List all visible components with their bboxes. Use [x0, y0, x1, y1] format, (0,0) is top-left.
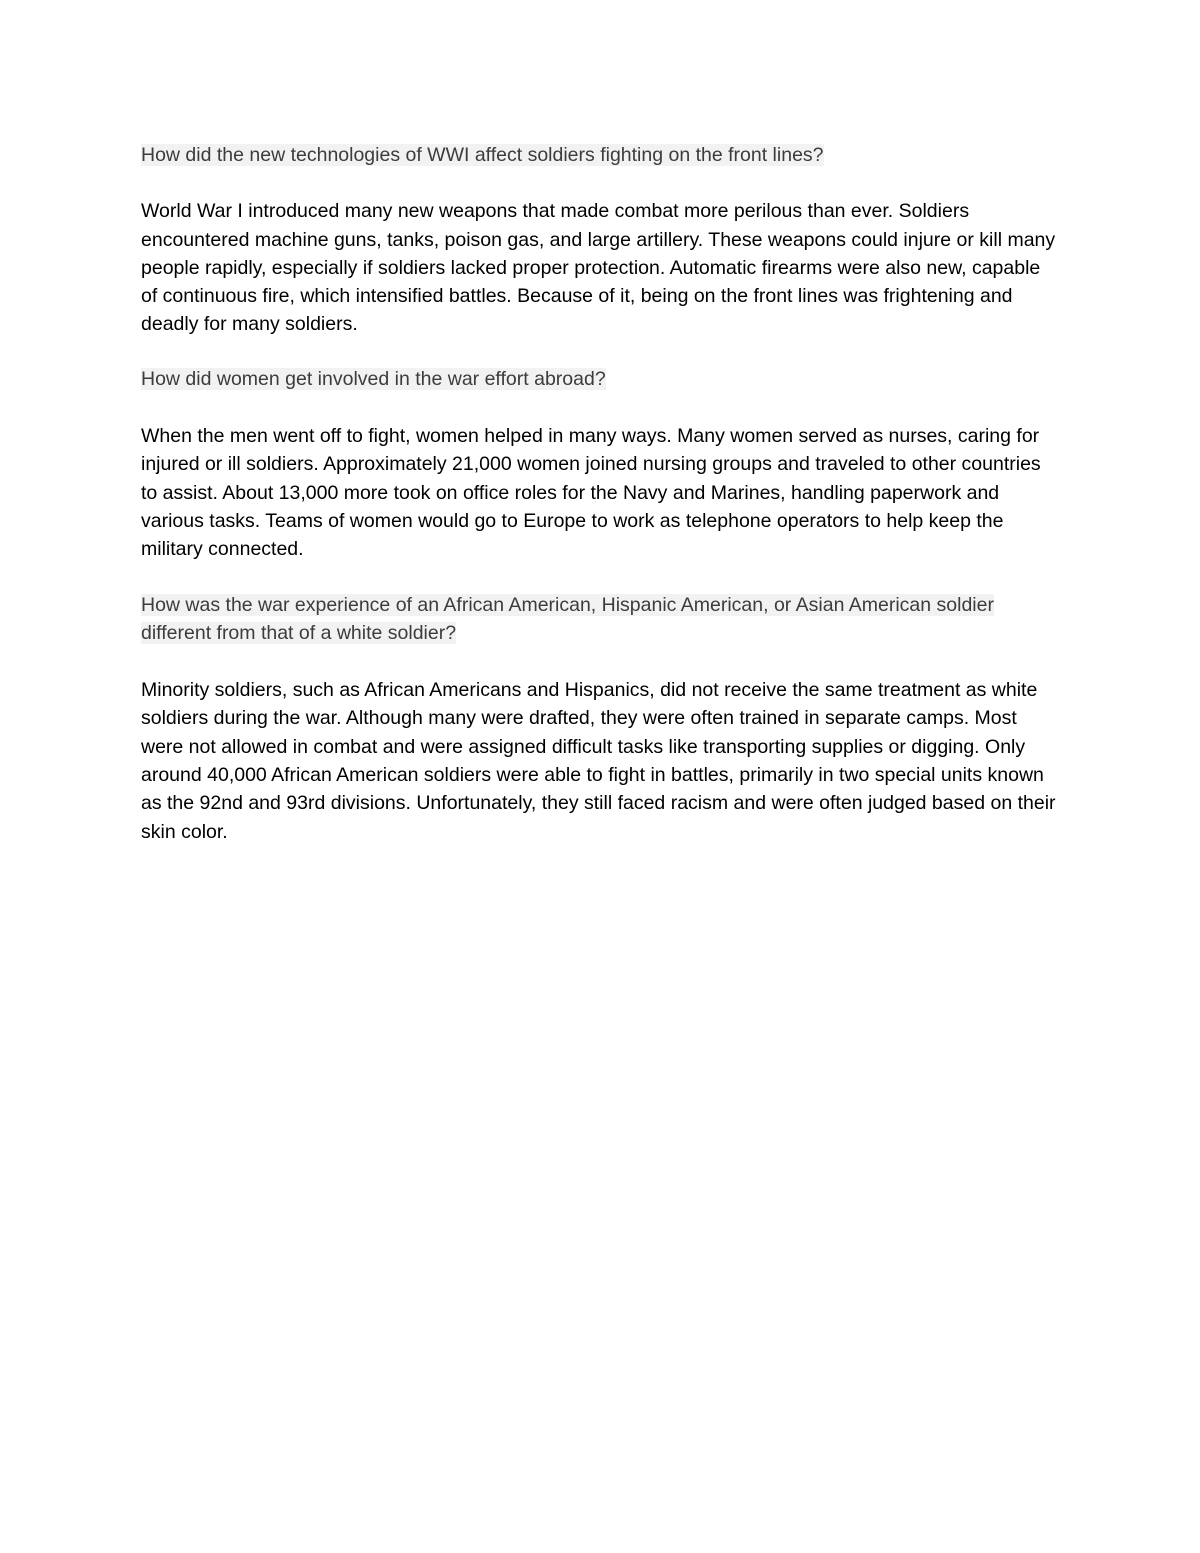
- answer-2: When the men went off to fight, women helped in many ways. Many women served as nurses, caring for injured or ill soldiers. Approximately 21,000 women joined nursing groups and traveled to other countries to assist. About 13,000 more took on office roles for the Navy and Marines, handling paperwork and various tasks. Teams of women would go to Europe to work as telephone operators to help keep the military connected.: [141, 425, 1041, 561]
- answer-1: World War I introduced many new weapons that made combat more perilous than ever. Soldiers encountered machine guns, tanks, poison gas, and large artillery. These weapons could injure or kill many people rapidly, especially if soldiers lacked proper protection. Automatic firearms were also new, capable of continuous fire, which intensified battles. Because of it, being on the front lines was frightening and deadly for many soldiers.: [141, 200, 1056, 336]
- question-3: [141, 591, 1061, 648]
- question-2-text: How did women get involved in the war effort abroad?: [141, 367, 606, 390]
- question-1: [141, 141, 1061, 169]
- question-2: [141, 365, 1061, 393]
- question-3-text: How was the war experience of an African American, Hispanic American, or Asian American soldier different from that of a white soldier?: [141, 593, 994, 644]
- document-body: [141, 141, 1061, 846]
- question-1-text: How did the new technologies of WWI affect soldiers fighting on the front lines?: [141, 144, 824, 166]
- answer-3: Minority soldiers, such as African Americans and Hispanics, did not receive the same treatment as white soldiers during the war. Although many were drafted, they were often trained in separate camps. Most were not allowed in combat and were assigned difficult tasks like transporting supplies or digging. Only around 40,000 African American soldiers were able to fight in battles, primarily in two special units known as the 92nd and 93rd divisions. Unfortunately, they still faced racism and were often judged based on their skin color.: [141, 679, 1056, 843]
